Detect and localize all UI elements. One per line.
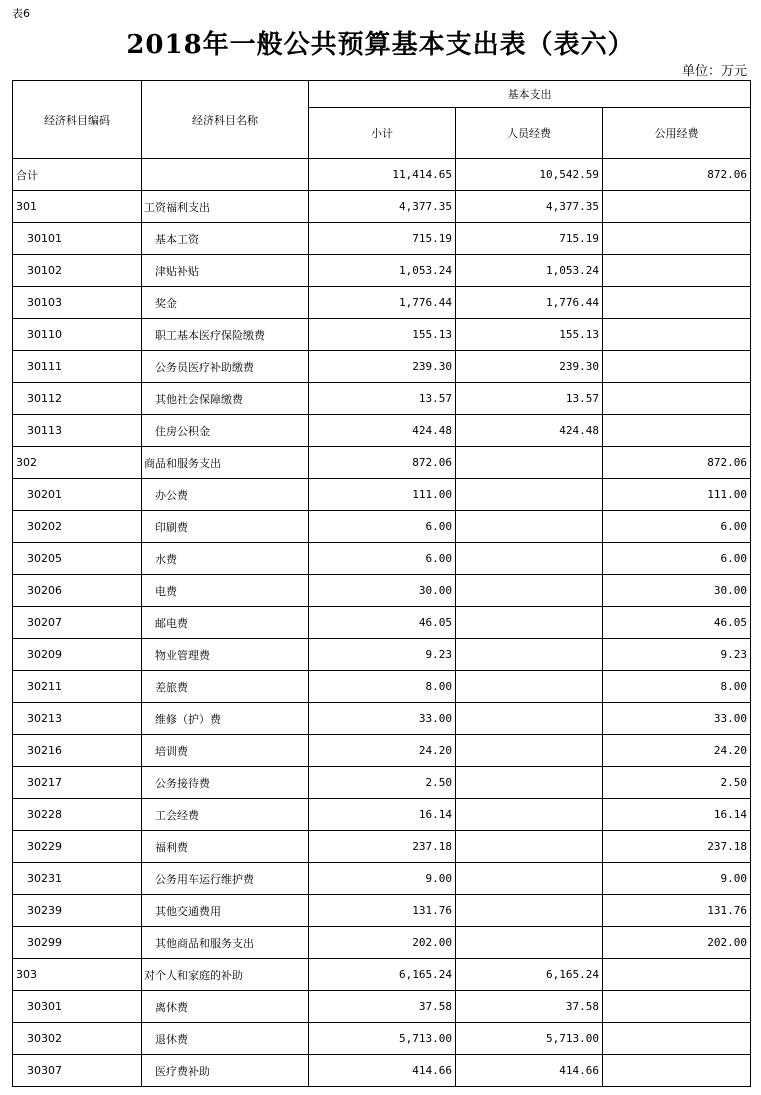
- subtotal-cell: 414.66: [309, 1055, 456, 1087]
- public-cell: [603, 415, 751, 447]
- code-cell: 30111: [13, 351, 142, 383]
- name-cell: 电费: [142, 575, 309, 607]
- subtotal-cell: 16.14: [309, 799, 456, 831]
- subtotal-cell: 5,713.00: [309, 1023, 456, 1055]
- subtotal-cell: 872.06: [309, 447, 456, 479]
- subtotal-cell: 9.00: [309, 863, 456, 895]
- header-basic-expenditure: 基本支出: [309, 81, 751, 108]
- name-cell: 商品和服务支出: [142, 447, 309, 479]
- header-personnel: 人员经费: [456, 108, 603, 159]
- code-cell: 30217: [13, 767, 142, 799]
- subtotal-cell: 11,414.65: [309, 159, 456, 191]
- name-cell: 物业管理费: [142, 639, 309, 671]
- name-cell: 住房公积金: [142, 415, 309, 447]
- table-row: [13, 415, 751, 447]
- subtotal-cell: 131.76: [309, 895, 456, 927]
- name-cell: 其他社会保障缴费: [142, 383, 309, 415]
- table-row: [13, 703, 751, 735]
- name-cell: 印刷费: [142, 511, 309, 543]
- table-row: [13, 511, 751, 543]
- personnel-cell: [456, 447, 603, 479]
- header-name: 经济科目名称: [142, 81, 309, 159]
- public-cell: 9.00: [603, 863, 751, 895]
- personnel-cell: 239.30: [456, 351, 603, 383]
- personnel-cell: [456, 895, 603, 927]
- header-code: 经济科目编码: [13, 81, 142, 159]
- personnel-cell: 414.66: [456, 1055, 603, 1087]
- public-cell: 872.06: [603, 447, 751, 479]
- table-row: [13, 1023, 751, 1055]
- subtotal-cell: 6.00: [309, 543, 456, 575]
- table-row: [13, 255, 751, 287]
- unit-label: 单位：万元: [681, 64, 747, 79]
- subtotal-cell: 30.00: [309, 575, 456, 607]
- code-cell: 30216: [13, 735, 142, 767]
- subtotal-cell: 8.00: [309, 671, 456, 703]
- personnel-cell: 4,377.35: [456, 191, 603, 223]
- name-cell: 津贴补贴: [142, 255, 309, 287]
- public-cell: [603, 319, 751, 351]
- name-cell: 公务用车运行维护费: [142, 863, 309, 895]
- table-row: [13, 447, 751, 479]
- table-tag: 表6: [12, 7, 30, 20]
- name-cell: 维修（护）费: [142, 703, 309, 735]
- name-cell: 工会经费: [142, 799, 309, 831]
- name-cell: 其他交通费用: [142, 895, 309, 927]
- table-row: [13, 607, 751, 639]
- personnel-cell: [456, 863, 603, 895]
- table-row: [13, 543, 751, 575]
- code-cell: 合计: [13, 159, 142, 191]
- code-cell: 30239: [13, 895, 142, 927]
- table-row: [13, 895, 751, 927]
- code-cell: 30201: [13, 479, 142, 511]
- subtotal-cell: 424.48: [309, 415, 456, 447]
- name-cell: 医疗费补助: [142, 1055, 309, 1087]
- table-row: [13, 351, 751, 383]
- personnel-cell: [456, 511, 603, 543]
- table-row: [13, 159, 751, 191]
- personnel-cell: [456, 479, 603, 511]
- code-cell: 30103: [13, 287, 142, 319]
- subtotal-cell: 111.00: [309, 479, 456, 511]
- personnel-cell: 6,165.24: [456, 959, 603, 991]
- subtotal-cell: 46.05: [309, 607, 456, 639]
- name-cell: 邮电费: [142, 607, 309, 639]
- public-cell: [603, 191, 751, 223]
- personnel-cell: [456, 575, 603, 607]
- personnel-cell: [456, 607, 603, 639]
- code-cell: 302: [13, 447, 142, 479]
- personnel-cell: [456, 543, 603, 575]
- public-cell: 8.00: [603, 671, 751, 703]
- code-cell: 303: [13, 959, 142, 991]
- personnel-cell: [456, 831, 603, 863]
- personnel-cell: 37.58: [456, 991, 603, 1023]
- subtotal-cell: 13.57: [309, 383, 456, 415]
- header-subtotal: 小计: [309, 108, 456, 159]
- name-cell: 培训费: [142, 735, 309, 767]
- personnel-cell: [456, 639, 603, 671]
- public-cell: 33.00: [603, 703, 751, 735]
- public-cell: [603, 351, 751, 383]
- public-cell: [603, 223, 751, 255]
- personnel-cell: 1,053.24: [456, 255, 603, 287]
- subtotal-cell: 155.13: [309, 319, 456, 351]
- subtotal-cell: 37.58: [309, 991, 456, 1023]
- name-cell: 水费: [142, 543, 309, 575]
- code-cell: 30102: [13, 255, 142, 287]
- subtotal-cell: 239.30: [309, 351, 456, 383]
- public-cell: 2.50: [603, 767, 751, 799]
- code-cell: 30101: [13, 223, 142, 255]
- public-cell: [603, 383, 751, 415]
- code-cell: 30301: [13, 991, 142, 1023]
- subtotal-cell: 715.19: [309, 223, 456, 255]
- public-cell: 237.18: [603, 831, 751, 863]
- subtotal-cell: 9.23: [309, 639, 456, 671]
- name-cell: [142, 159, 309, 191]
- code-cell: 30211: [13, 671, 142, 703]
- name-cell: 工资福利支出: [142, 191, 309, 223]
- personnel-cell: [456, 927, 603, 959]
- subtotal-cell: 33.00: [309, 703, 456, 735]
- public-cell: [603, 255, 751, 287]
- subtotal-cell: 24.20: [309, 735, 456, 767]
- personnel-cell: 155.13: [456, 319, 603, 351]
- subtotal-cell: 1,053.24: [309, 255, 456, 287]
- table-row: [13, 863, 751, 895]
- personnel-cell: 424.48: [456, 415, 603, 447]
- budget-table: [12, 80, 751, 1087]
- table-row: [13, 1055, 751, 1087]
- personnel-cell: [456, 735, 603, 767]
- table-row: [13, 927, 751, 959]
- subtotal-cell: 202.00: [309, 927, 456, 959]
- public-cell: [603, 1055, 751, 1087]
- public-cell: [603, 991, 751, 1023]
- name-cell: 公务员医疗补助缴费: [142, 351, 309, 383]
- code-cell: 30302: [13, 1023, 142, 1055]
- header-public: 公用经费: [603, 108, 751, 159]
- code-cell: 30209: [13, 639, 142, 671]
- table-row: [13, 319, 751, 351]
- table-row: [13, 959, 751, 991]
- table-row: [13, 287, 751, 319]
- name-cell: 对个人和家庭的补助: [142, 959, 309, 991]
- public-cell: 9.23: [603, 639, 751, 671]
- code-cell: 30110: [13, 319, 142, 351]
- table-row: [13, 991, 751, 1023]
- table-row: [13, 735, 751, 767]
- code-cell: 30213: [13, 703, 142, 735]
- public-cell: 872.06: [603, 159, 751, 191]
- personnel-cell: [456, 671, 603, 703]
- table-row: [13, 671, 751, 703]
- subtotal-cell: 237.18: [309, 831, 456, 863]
- public-cell: 111.00: [603, 479, 751, 511]
- table-row: [13, 383, 751, 415]
- code-cell: 30207: [13, 607, 142, 639]
- personnel-cell: [456, 767, 603, 799]
- public-cell: 46.05: [603, 607, 751, 639]
- public-cell: 16.14: [603, 799, 751, 831]
- name-cell: 奖金: [142, 287, 309, 319]
- public-cell: 6.00: [603, 543, 751, 575]
- table-row: [13, 575, 751, 607]
- code-cell: 30307: [13, 1055, 142, 1087]
- name-cell: 办公费: [142, 479, 309, 511]
- table-row: [13, 831, 751, 863]
- public-cell: [603, 1023, 751, 1055]
- table-row: [13, 223, 751, 255]
- subtotal-cell: 1,776.44: [309, 287, 456, 319]
- personnel-cell: [456, 799, 603, 831]
- personnel-cell: 13.57: [456, 383, 603, 415]
- name-cell: 公务接待费: [142, 767, 309, 799]
- public-cell: 24.20: [603, 735, 751, 767]
- personnel-cell: 1,776.44: [456, 287, 603, 319]
- personnel-cell: [456, 703, 603, 735]
- code-cell: 30113: [13, 415, 142, 447]
- name-cell: 其他商品和服务支出: [142, 927, 309, 959]
- subtotal-cell: 2.50: [309, 767, 456, 799]
- personnel-cell: 10,542.59: [456, 159, 603, 191]
- public-cell: 30.00: [603, 575, 751, 607]
- code-cell: 30112: [13, 383, 142, 415]
- name-cell: 职工基本医疗保险缴费: [142, 319, 309, 351]
- public-cell: 6.00: [603, 511, 751, 543]
- code-cell: 30202: [13, 511, 142, 543]
- personnel-cell: 715.19: [456, 223, 603, 255]
- page-title: 2018年一般公共预算基本支出表（表六）: [126, 30, 635, 60]
- table-row: [13, 767, 751, 799]
- name-cell: 退休费: [142, 1023, 309, 1055]
- code-cell: 30231: [13, 863, 142, 895]
- table-body: [13, 159, 751, 1087]
- name-cell: 基本工资: [142, 223, 309, 255]
- code-cell: 301: [13, 191, 142, 223]
- public-cell: 131.76: [603, 895, 751, 927]
- code-cell: 30229: [13, 831, 142, 863]
- name-cell: 福利费: [142, 831, 309, 863]
- public-cell: [603, 959, 751, 991]
- subtotal-cell: 4,377.35: [309, 191, 456, 223]
- table-row: [13, 479, 751, 511]
- table-row: [13, 191, 751, 223]
- table-row: [13, 799, 751, 831]
- code-cell: 30206: [13, 575, 142, 607]
- name-cell: 离休费: [142, 991, 309, 1023]
- code-cell: 30205: [13, 543, 142, 575]
- code-cell: 30228: [13, 799, 142, 831]
- code-cell: 30299: [13, 927, 142, 959]
- public-cell: [603, 287, 751, 319]
- name-cell: 差旅费: [142, 671, 309, 703]
- public-cell: 202.00: [603, 927, 751, 959]
- personnel-cell: 5,713.00: [456, 1023, 603, 1055]
- subtotal-cell: 6.00: [309, 511, 456, 543]
- table-header: [13, 81, 751, 159]
- subtotal-cell: 6,165.24: [309, 959, 456, 991]
- table-row: [13, 639, 751, 671]
